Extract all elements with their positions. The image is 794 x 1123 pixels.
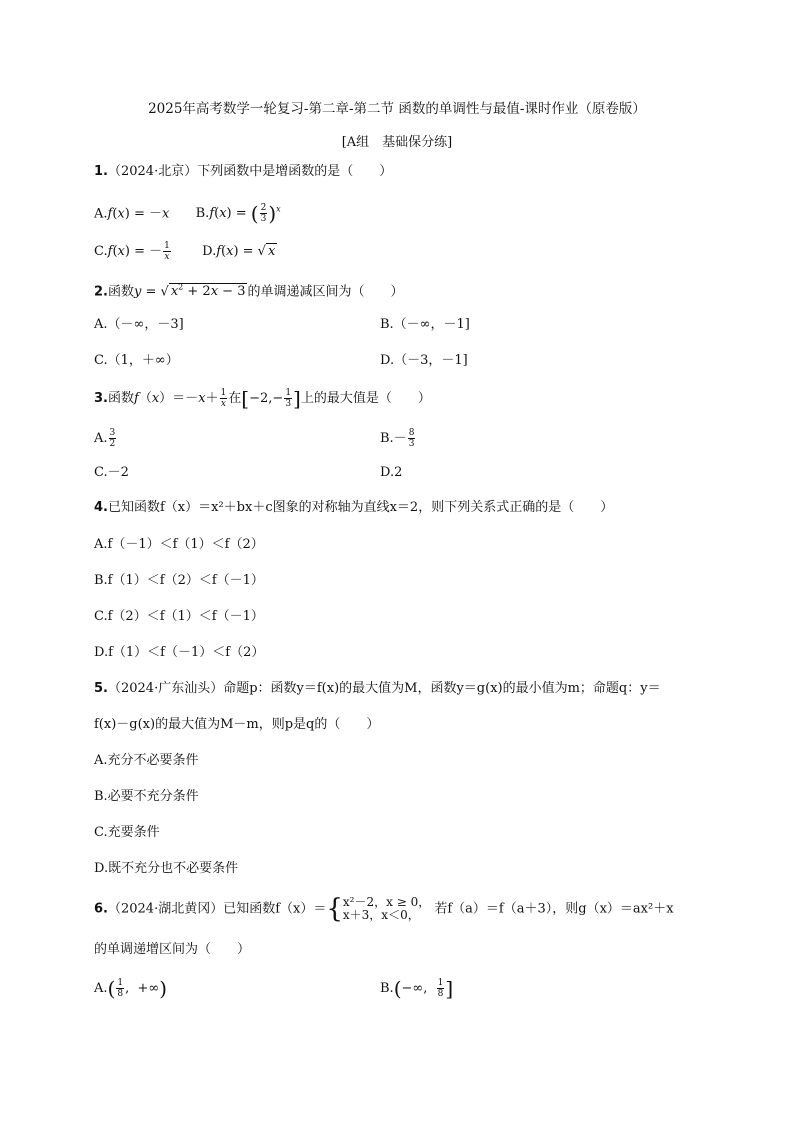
option-d: D.既不充分也不必要条件 (94, 861, 239, 876)
option-a: A. $\frac{3}{2}$ (94, 428, 116, 449)
option-c: C.f（2）＜f（1）＜f（－1） (94, 609, 264, 624)
question-stem-end: 若f（a）＝f（a＋3），则g（x）＝ax²＋x (434, 901, 674, 917)
question-stem: （2024·广东汕头）命题p：函数y＝f(x)的最大值为M，函数y＝g(x)的最小值为m；命题q：y＝ (107, 681, 661, 696)
question-number: 1. (94, 164, 108, 179)
question-stem-end: 上的最大值是（ ） (300, 391, 431, 406)
option-b: B.(−∞, $\frac{1}{8}$ ] (380, 976, 454, 1001)
option-c: C.－2 (94, 465, 129, 480)
question-number: 4. (94, 500, 108, 515)
option-b: B.f（1）＜f（2）＜f（－1） (94, 573, 264, 588)
option-b: B.必要不充分条件 (94, 789, 199, 804)
question-stem-end: 的单调递减区间为（ ） (247, 284, 404, 300)
question-stem: 已知函数f（x）＝x²＋bx＋c图象的对称轴为直线x＝2，则下列关系式正确的是（ ） (107, 500, 614, 515)
option-a: A.f(x) = －x (94, 206, 170, 222)
question-number: 2. (94, 284, 108, 300)
question-4 (94, 499, 613, 517)
option-a: A.充分不必要条件 (94, 753, 199, 768)
option-b: B.f(x) = ( $\frac{2}{3}$ )$^x$ (195, 201, 281, 226)
question-stem: 函数 (107, 391, 134, 406)
option-b: B.（－∞，－1] (380, 317, 470, 332)
question-6: 6.（2024·湖北黄冈）已知函数f（x）＝{ x²－2，x ≥ 0， x＋3，x＜0， 若f（a）＝f（a＋3），则g（x）＝ax²＋x (94, 894, 674, 924)
question-stem: （2024·北京）下列函数中是增函数的是（ ） (107, 164, 393, 179)
question-1 (94, 163, 392, 181)
option-c: C.充要条件 (94, 825, 160, 840)
option-d: D.f(x) = √ x (202, 244, 276, 259)
option-a: A.( $\frac{1}{8}$ , +∞) (94, 976, 168, 1001)
question-stem-mid: 在 (228, 391, 242, 406)
question-3: 3.函数f（x）＝－x＋ $\frac{1}{x}$ 在[−2,− $\frac{1}{3}$ ]上的最大值是（ ） (94, 386, 431, 411)
question-2: 2.函数y = √ $x^2 + 2x - 3$ 的单调递减区间为（ ） (94, 283, 404, 300)
question-6-line2: 的单调递增区间为（ ） (94, 942, 251, 957)
option-d: D.f（1）＜f（－1）＜f（2） (94, 645, 265, 660)
section-heading: [A组 基础保分练] (341, 135, 453, 150)
option-b: B.－ $\frac{8}{3}$ (380, 428, 415, 449)
option-c: C.（1，＋∞） (94, 353, 179, 368)
question-stem: 函数 (107, 284, 134, 300)
question-5 (94, 680, 661, 698)
question-number: 6. (94, 901, 108, 917)
question-number: 5. (94, 681, 108, 696)
document-title: 2025年高考数学一轮复习-第二章-第二节 函数的单调性与最值-课时作业（原卷版） (148, 101, 646, 117)
option-a: A.f（－1）＜f（1）＜f（2） (94, 537, 264, 552)
option-a: A.（－∞，－3] (94, 317, 184, 332)
question-stem: （2024·湖北黄冈）已知函数f（x）＝ (107, 901, 327, 917)
question-number: 3. (94, 391, 108, 406)
q1-options-row2 (94, 241, 277, 262)
piecewise-cases: x²－2，x ≥ 0， x＋3，x＜0， (342, 895, 431, 922)
question-5-line2: f(x)－g(x)的最大值为M－m，则p是q的（ ） (94, 717, 380, 732)
option-d: D.（－3，－1] (380, 353, 468, 368)
option-c: C.f(x) = － $\frac{1}{x}$ (94, 241, 170, 262)
q1-options-row1 (94, 201, 281, 224)
option-d: D.2 (380, 465, 403, 480)
